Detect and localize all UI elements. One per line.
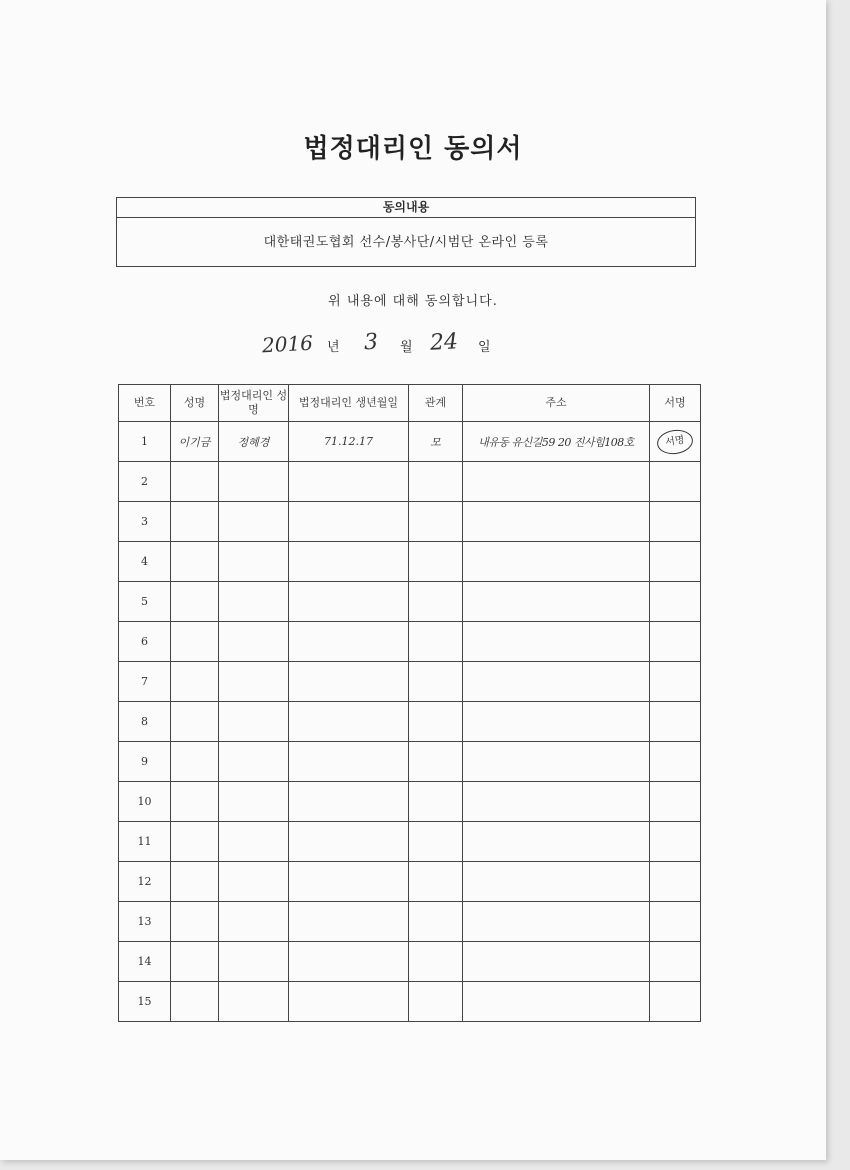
table-row — [119, 942, 701, 982]
consent-header: 동의내용 — [117, 198, 695, 218]
table-row — [119, 782, 701, 822]
header-signature: 서명 — [650, 385, 701, 422]
table-row — [119, 982, 701, 1022]
header-guardian-name: 법정대리인 성명 — [219, 385, 289, 422]
row-guardian-birth: 71.12.17 — [289, 422, 409, 462]
row-guardian-name: 정혜경 — [219, 422, 289, 462]
row-number: 3 — [119, 502, 171, 542]
row-number: 2 — [119, 462, 171, 502]
table-row — [119, 462, 701, 502]
header-number: 번호 — [119, 385, 171, 422]
row-number: 13 — [119, 902, 171, 942]
row-number: 7 — [119, 662, 171, 702]
agreement-statement: 위 내용에 대해 동의합니다. — [328, 294, 498, 309]
row-relation: 모 — [409, 422, 463, 462]
row-number: 5 — [119, 582, 171, 622]
row-address: 내유동 유신길59 20 진사힘108호 — [463, 422, 650, 462]
date-day: 24 — [429, 329, 459, 356]
consent-content: 대한태권도협회 선수/봉사단/시범단 온라인 등록 — [263, 235, 549, 250]
row-number: 12 — [119, 862, 171, 902]
row-number: 6 — [119, 622, 171, 662]
header-name: 성명 — [171, 385, 219, 422]
date-year-unit: 년 — [327, 340, 340, 355]
date-month-unit: 월 — [400, 340, 413, 355]
date-day-unit: 일 — [478, 340, 491, 355]
header-relation: 관계 — [409, 385, 463, 422]
row-number: 4 — [119, 542, 171, 582]
date-month: 3 — [363, 329, 379, 356]
row-number: 15 — [119, 982, 171, 1022]
table-body — [119, 422, 701, 1022]
table-row — [119, 422, 701, 462]
signature-mark: 서명 — [656, 427, 695, 456]
row-signature-cell — [650, 422, 701, 462]
row-number: 11 — [119, 822, 171, 862]
row-number: 14 — [119, 942, 171, 982]
date-year: 2016 — [261, 330, 314, 358]
row-number: 9 — [119, 742, 171, 782]
table-row — [119, 542, 701, 582]
table-row — [119, 862, 701, 902]
row-number: 10 — [119, 782, 171, 822]
table-row — [119, 502, 701, 542]
table-row — [119, 742, 701, 782]
row-name: 이기금 — [171, 422, 219, 462]
document-title: 법정대리인 동의서 — [303, 134, 523, 164]
table-row — [119, 582, 701, 622]
table-row — [119, 902, 701, 942]
header-address: 주소 — [463, 385, 650, 422]
guardian-table — [118, 384, 701, 1022]
row-number: 1 — [119, 422, 171, 462]
header-guardian-birth: 법정대리인 생년월일 — [289, 385, 409, 422]
date-line — [0, 330, 826, 360]
table-row — [119, 622, 701, 662]
table-header-row — [119, 385, 701, 422]
table-row — [119, 822, 701, 862]
consent-box — [116, 197, 696, 267]
table-row — [119, 702, 701, 742]
table-row — [119, 662, 701, 702]
row-number: 8 — [119, 702, 171, 742]
